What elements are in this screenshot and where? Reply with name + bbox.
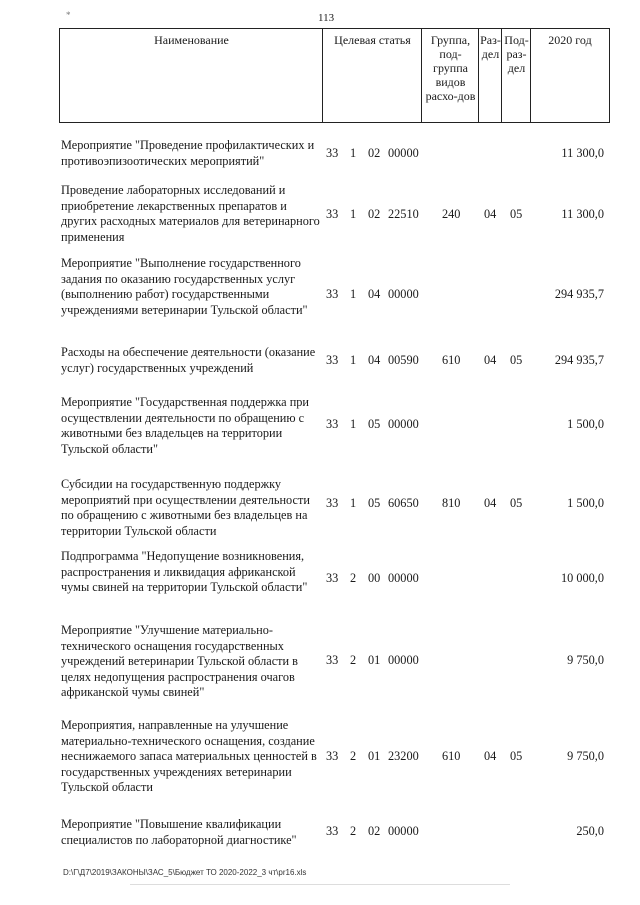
target-item-subprogram: 1 [350,207,357,221]
header-section: Раз-дел [478,28,502,123]
amount-2020: 294 935,7 [554,353,604,367]
target-item-subprogram: 1 [350,353,357,367]
page-number: 113 [318,12,335,24]
row-name: Мероприятия, направленные на улучшение материально-технического оснащения, создание неснижаемого запаса материальных ценностей в государственных учреждениях ветеринарии Тульской области [61,718,317,794]
amount-2020: 10 000,0 [560,571,604,585]
footer-divider [130,884,510,885]
target-item-direction: 00000 [388,571,419,585]
target-item-subprogram: 1 [350,417,357,431]
target-item-direction: 23200 [388,749,419,763]
amount-2020: 1 500,0 [567,417,604,431]
header-subsection: Под-раз-дел [501,28,531,123]
expense-group: 810 [442,496,461,510]
section-code: 04 [484,749,497,763]
target-item-subprogram: 1 [350,146,357,160]
subsection-code: 05 [510,496,523,510]
target-item-subprogram: 1 [350,496,357,510]
target-item-subprogram: 1 [350,287,357,301]
header-group: Группа, под-группа видов расхо-дов [421,28,479,123]
target-item-program: 33 [326,353,339,367]
subsection-code: 05 [510,749,523,763]
target-item-program: 33 [326,417,339,431]
row-name: Мероприятие "Выполнение государственного задания по оказанию государственных услуг (выполнению работ) государственными учреждениями ветеринарии Тульской области" [61,256,308,317]
target-item-subprogram: 2 [350,749,357,763]
target-item-direction: 00000 [388,287,419,301]
amount-2020: 11 300,0 [561,207,604,221]
target-item-direction: 00000 [388,146,419,160]
amount-2020: 9 750,0 [567,749,604,763]
target-item-program: 33 [326,749,339,763]
row-name: Расходы на обеспечение деятельности (оказание услуг) государственных учреждений [61,345,316,375]
target-item-event: 01 [368,653,381,667]
row-name: Мероприятие "Государственная поддержка при осуществлении деятельности по обращению с животными без владельцев на территории Тульской области" [61,395,310,456]
header-name: Наименование [59,28,323,123]
target-item-event: 01 [368,749,381,763]
subsection-code: 05 [510,207,523,221]
amount-2020: 11 300,0 [561,146,604,160]
target-item-event: 02 [368,207,381,221]
header-year: 2020 год [530,28,610,123]
subsection-code: 05 [510,353,523,367]
target-item-event: 00 [368,571,381,585]
target-item-program: 33 [326,824,339,838]
target-item-program: 33 [326,146,339,160]
file-path-footer: D:\Г\Д7\2019\ЗАКОНЫ\ЗАС_5\Бюджет ТО 2020-2022_3 чт\pr16.xls [63,868,307,877]
section-code: 04 [484,207,497,221]
expense-group: 610 [442,353,461,367]
row-name: Субсидии на государственную поддержку мероприятий при осуществлении деятельности по обращению с животными без владельцев на территории Тульской области [61,477,310,538]
target-item-direction: 00000 [388,824,419,838]
target-item-subprogram: 2 [350,571,357,585]
amount-2020: 250,0 [576,824,604,838]
target-item-program: 33 [326,653,339,667]
target-item-direction: 00590 [388,353,419,367]
corner-mark: * [66,10,71,20]
target-item-event: 02 [368,146,381,160]
target-item-subprogram: 2 [350,653,357,667]
target-item-direction: 22510 [388,207,419,221]
target-item-subprogram: 2 [350,824,357,838]
row-name: Мероприятие "Проведение профилактических и противоэпизоотических мероприятий" [61,138,315,168]
target-item-program: 33 [326,207,339,221]
header-target-item: Целевая статья [322,28,422,123]
target-item-event: 04 [368,353,381,367]
target-item-program: 33 [326,287,339,301]
target-item-direction: 00000 [388,417,419,431]
target-item-event: 04 [368,287,381,301]
target-item-event: 05 [368,496,381,510]
row-name: Мероприятие "Улучшение материально-технического оснащения государственных учреждений ветеринарии Тульской области в целях недопущения распространения очагов африканской чумы свиней" [61,623,298,699]
section-code: 04 [484,353,497,367]
amount-2020: 294 935,7 [554,287,604,301]
target-item-event: 05 [368,417,381,431]
section-code: 04 [484,496,497,510]
row-name: Проведение лабораторных исследований и приобретение лекарственных препаратов и других расходных материалов для ветеринарного применения [61,183,320,244]
target-item-program: 33 [326,496,339,510]
target-item-direction: 60650 [388,496,419,510]
row-name: Мероприятие "Повышение квалификации специалистов по лабораторной диагностике" [61,817,297,847]
expense-group: 610 [442,749,461,763]
amount-2020: 9 750,0 [567,653,604,667]
amount-2020: 1 500,0 [567,496,604,510]
target-item-program: 33 [326,571,339,585]
target-item-event: 02 [368,824,381,838]
row-name: Подпрограмма "Недопущение возникновения, распространения и ликвидация африканской чумы свиней на территории Тульской области" [61,549,308,594]
expense-group: 240 [442,207,461,221]
target-item-direction: 00000 [388,653,419,667]
